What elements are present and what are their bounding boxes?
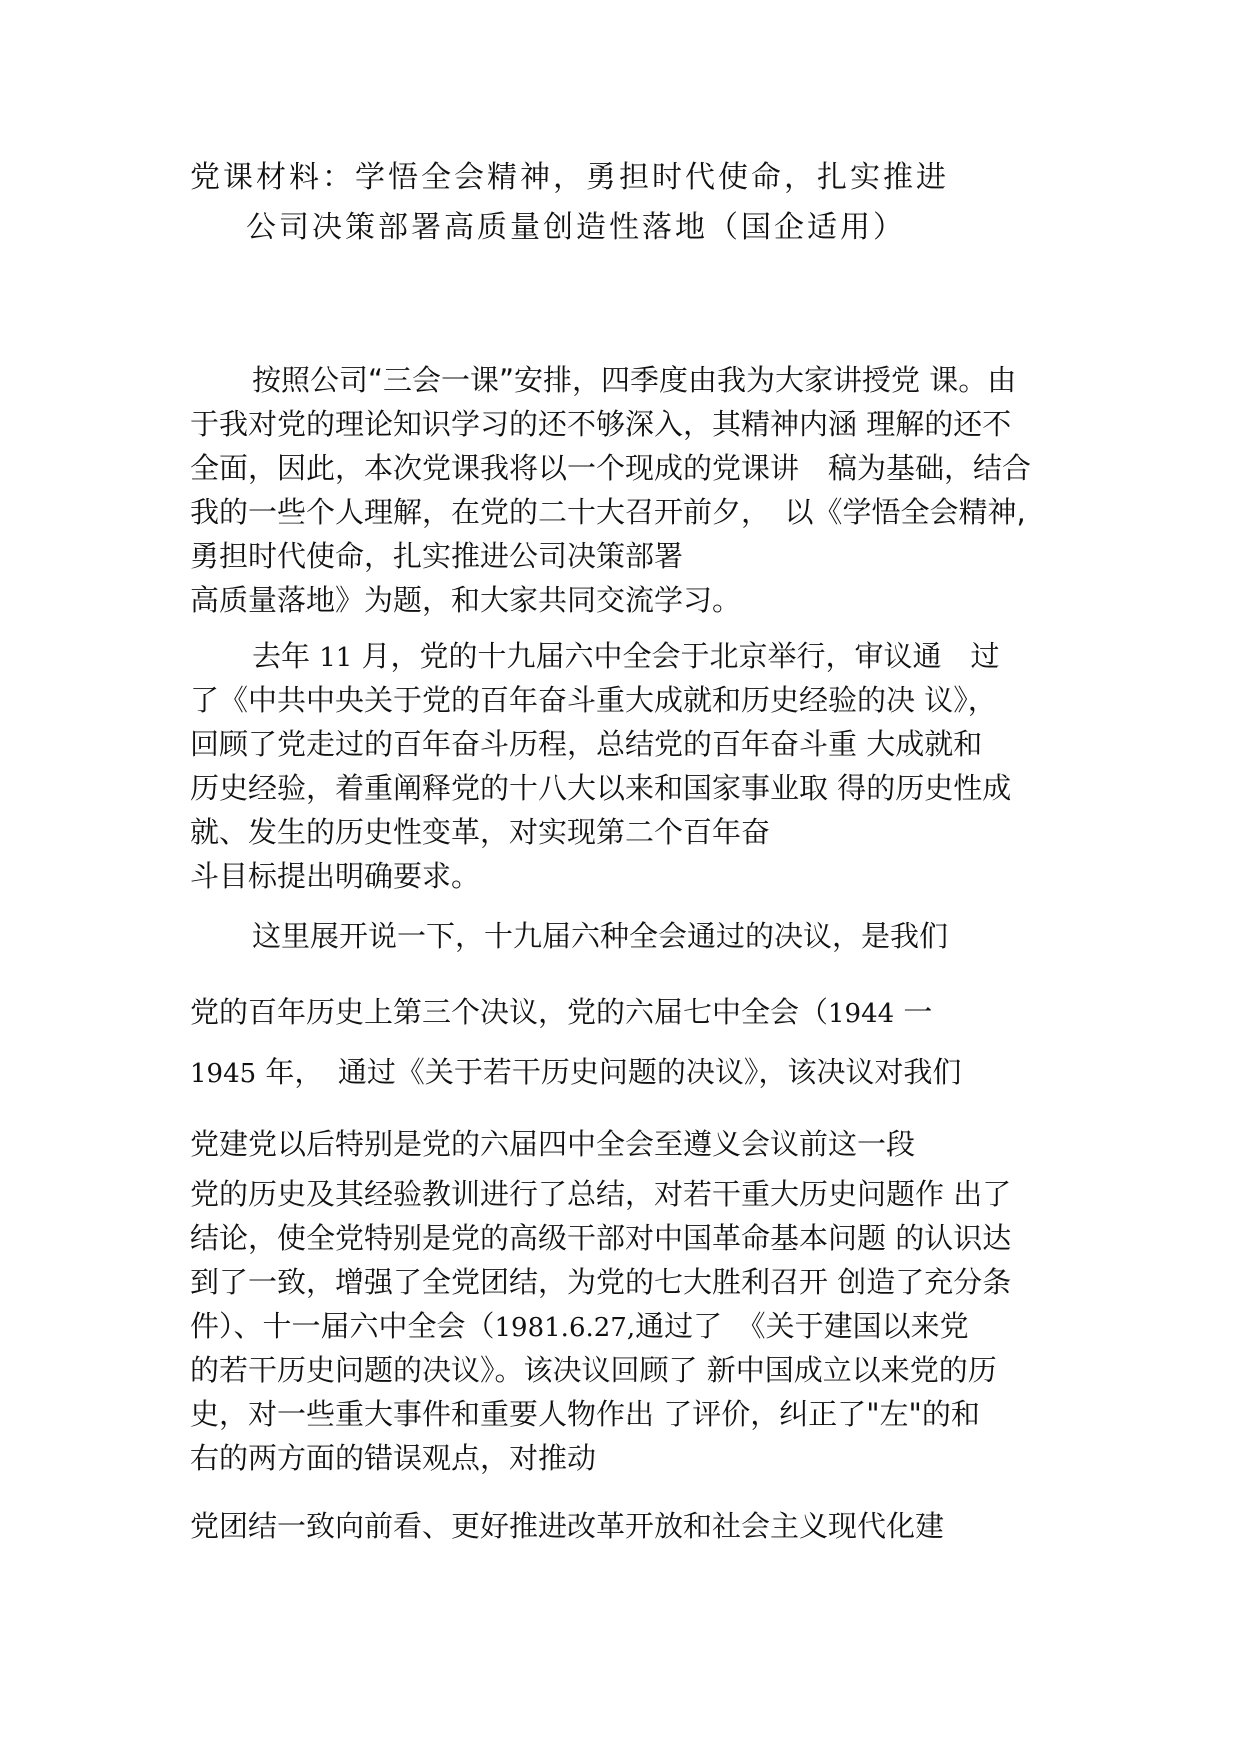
paragraph-line: 这里展开说一下，十九届六种全会通过的决议，是我们 bbox=[252, 919, 949, 953]
number-run: 1945 bbox=[190, 1059, 257, 1089]
paragraph-line: 结论，使全党特别是党的高级干部对中国革命基本问题 的认识达 bbox=[190, 1221, 1012, 1255]
paragraph-4 bbox=[190, 1172, 1050, 1480]
paragraph-3-line-1 bbox=[190, 914, 1050, 958]
paragraph-line: 斗目标提出明确要求。 bbox=[190, 859, 481, 893]
paragraph-3-line-3 bbox=[190, 1050, 1050, 1094]
paragraph-line: 党建党以后特别是党的六届四中全会至遵义会议前这一段 bbox=[190, 1127, 916, 1161]
paragraph-line bbox=[190, 990, 1050, 1034]
paragraph-2-tail bbox=[190, 854, 1050, 898]
number-run: 1944 bbox=[828, 999, 895, 1029]
paragraph-line bbox=[190, 1050, 1050, 1094]
text-run: 通过了 《关于建国以来党 bbox=[635, 1309, 969, 1343]
paragraph-line bbox=[190, 634, 1050, 678]
paragraph-line: 按照公司“三会一课”安排，四季度由我为大家讲授党 课。由 bbox=[252, 363, 1017, 397]
paragraph-line: 的若干历史问题的决议》。该决议回顾了 新中国成立以来党的历 bbox=[190, 1353, 997, 1387]
paragraph-line bbox=[190, 1304, 1050, 1348]
text-run: 年， 通过《关于若干历史问题的决议》，该决议对我们 bbox=[265, 1055, 962, 1089]
paragraph-1 bbox=[190, 358, 1050, 578]
paragraph-3-line-4 bbox=[190, 1122, 1050, 1166]
paragraph-line: 回顾了党走过的百年奋斗历程，总结党的百年奋斗重 大成就和 bbox=[190, 727, 983, 761]
paragraph-line: 就、发生的历史性变革，对实现第二个百年奋 bbox=[190, 815, 771, 849]
paragraph-line: 史，对一些重大事件和重要人物作出 了评价，纠正了"左"的和 bbox=[190, 1397, 980, 1431]
paragraph-line: 了《中共中央关于党的百年奋斗重大成就和历史经验的决 议》， bbox=[190, 683, 997, 717]
paragraph-line: 全面，因此，本次党课我将以一个现成的党课讲 稿为基础，结合 bbox=[190, 451, 1032, 485]
paragraph-1-tail bbox=[190, 578, 1050, 622]
number-run: 1981.6.27, bbox=[494, 1313, 636, 1343]
paragraph-line: 到了一致，增强了全党团结，为党的七大胜利召开 创造了充分条 bbox=[190, 1265, 1012, 1299]
paragraph-line: 高质量落地》为题，和大家共同交流学习。 bbox=[190, 583, 742, 617]
paragraph-line: 党的历史及其经验教训进行了总结，对若干重大历史问题作 出了 bbox=[190, 1177, 1012, 1211]
paragraph-line: 历史经验，着重阐释党的十八大以来和国家事业取 得的历史性成 bbox=[190, 771, 1012, 805]
paragraph-5 bbox=[190, 1504, 1050, 1548]
paragraph-2 bbox=[190, 634, 1050, 854]
text-run: 月，党的十九届六中全会于北京举行，审议通 过 bbox=[361, 639, 1000, 673]
text-run: 去年 bbox=[252, 639, 311, 673]
paragraph-line: 勇担时代使命，扎实推进公司决策部署 bbox=[190, 539, 684, 573]
paragraph-line: 党团结一致向前看、更好推进改革开放和社会主义现代化建 bbox=[190, 1509, 945, 1543]
paragraph-line: 我的一些个人理解，在党的二十大召开前夕， 以《学悟全会精神, bbox=[190, 495, 1026, 529]
paragraph-line: 于我对党的理论知识学习的还不够深入，其精神内涵 理解的还不 bbox=[190, 407, 1012, 441]
text-run: 件）、十一届六中全会（ bbox=[190, 1309, 495, 1343]
text-run: 一 bbox=[903, 995, 933, 1029]
document-title-line-1: 党课材料：学悟全会精神，勇担时代使命，扎实推进 bbox=[190, 160, 949, 195]
text-run: 党的百年历史上第三个决议，党的六届七中全会（ bbox=[190, 995, 829, 1029]
number-run: 11 bbox=[319, 643, 353, 673]
paragraph-line: 右的两方面的错误观点，对推动 bbox=[190, 1441, 597, 1475]
document-title-line-2: 公司决策部署高质量创造性落地（国企适用） bbox=[246, 210, 906, 245]
paragraph-3-line-2 bbox=[190, 990, 1050, 1034]
